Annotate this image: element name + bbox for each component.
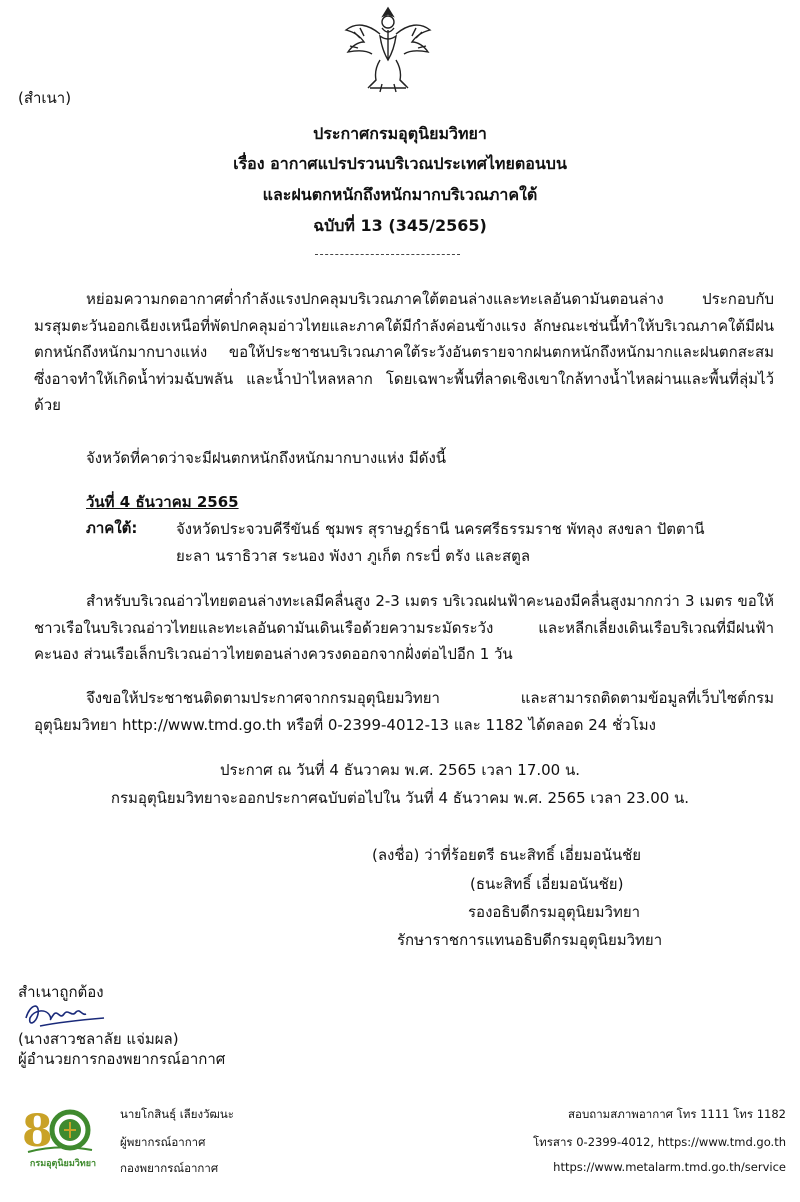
paragraph-contact-text: จึงขอให้ประชาชนติดตามประกาศจากกรมอุตุนิยมวิทยา และสามารถติดตามข้อมูลที่เว็บไซต์กรมอุตุนิยมวิทยา http://www.tmd.go.th หรือที่ 0-2399-4012-13 และ 1182 ได้ตลอด 24 ชั่วโมง — [34, 689, 774, 734]
garuda-emblem-icon — [340, 2, 436, 96]
next-announcement: กรมอุตุนิยมวิทยาจะออกประกาศฉบับต่อไปใน วันที่ 4 ธันวาคม พ.ศ. 2565 เวลา 23.00 น. — [110, 789, 690, 807]
logo-caption: กรมอุตุนิยมวิทยา — [29, 1159, 97, 1169]
certified-copy: สำเนาถูกต้อง — [18, 983, 104, 1001]
title-divider — [315, 254, 460, 255]
paragraph-marine — [34, 588, 774, 668]
paragraph-marine-text: สำหรับบริเวณอ่าวไทยตอนล่างทะเลมีคลื่นสูง 2-3 เมตร บริเวณฝนฟ้าคะนองมีคลื่นสูงมากกว่า 3 เมตร ขอให้ชาวเรือในบริเวณอ่าวไทยและทะเลอันดามันเดินเรือด้วยความระมัดระวัง และหลีกเลี่ยงเดินเรือบริเวณที่มีฝนฟ้าคะนอง ส่วนเรือเล็กบริเวณอ่าวไทยตอนล่างควรงดออกจากฝั่งต่อไปอีก 1 วัน — [34, 592, 774, 663]
signer-name: (ธนะสิทธิ์ เอี่ยมอนันชัย) — [470, 875, 624, 893]
signed-by: (ลงชื่อ) ว่าที่ร้อยตรี ธนะสิทธิ์ เอี่ยมอนันชัย — [372, 846, 642, 864]
paragraph-contact — [34, 685, 774, 738]
date-heading: วันที่ 4 ธันวาคม 2565 — [86, 493, 239, 511]
region-label: ภาคใต้: — [86, 519, 138, 537]
announce-date: ประกาศ ณ วันที่ 4 ธันวาคม พ.ศ. 2565 เวลา 17.00 น. — [219, 761, 581, 779]
issue-number: ฉบับที่ 13 (345/2565) — [313, 216, 487, 235]
document-title: ประกาศกรมอุตุนิยมวิทยา — [313, 124, 487, 143]
officer-name: (นางสาวชลาลัย แจ่มผล) — [18, 1030, 179, 1048]
contact-phone: สอบถามสภาพอากาศ โทร 1111 โทร 1182 — [568, 1107, 786, 1121]
forecaster-role: ผู้พยากรณ์อากาศ — [120, 1135, 206, 1149]
svg-text:8: 8 — [22, 1106, 53, 1157]
contact-fax-website[interactable]: โทรสาร 0-2399-4012, https://www.tmd.go.th — [533, 1135, 786, 1149]
officer-title: ผู้อำนวยการกองพยากรณ์อากาศ — [18, 1050, 226, 1068]
copy-mark: (สำเนา) — [18, 89, 72, 107]
tmd-80th-logo-icon — [18, 1100, 108, 1172]
paragraph-provinces-intro — [34, 445, 774, 472]
subject-line-2: และฝนตกหนักถึงหนักมากบริเวณภาคใต้ — [262, 185, 538, 204]
region-provinces-line-1: จังหวัดประจวบคีรีขันธ์ ชุมพร สุราษฎร์ธานี นครศรีธรรมราช พัทลุง สงขลา ปัตตานี — [176, 520, 705, 538]
region-provinces-line-2: ยะลา นราธิวาส ระนอง พังงา ภูเก็ต กระบี่ ตรัง และสตูล — [176, 547, 531, 565]
paragraph-situation — [34, 286, 774, 419]
paragraph-provinces-intro-text: จังหวัดที่คาดว่าจะมีฝนตกหนักถึงหนักมากบางแห่ง มีดังนี้ — [86, 449, 447, 467]
signer-position: รองอธิบดีกรมอุตุนิยมวิทยา — [468, 903, 641, 921]
paragraph-situation-text: หย่อมความกดอากาศต่ำกำลังแรงปกคลุมบริเวณภาคใต้ตอนล่างและทะเลอันดามันตอนล่าง ประกอบกับมรสุมตะวันออกเฉียงเหนือที่พัดปกคลุมอ่าวไทยและภาคใต้มีกำลังค่อนข้างแรง ลักษณะเช่นนี้ทำให้บริเวณภาคใต้มีฝนตกหนักถึงหนักมากบางแห่ง ขอให้ประชาชนบริเวณภาคใต้ระวังอันตรายจากฝนตกหนักถึงหนักมากและฝนตกสะสมซึ่งอาจทำให้เกิดน้ำท่วมฉับพลัน และน้ำป่าไหลหลาก โดยเฉพาะพื้นที่ลาดเชิงเขาใกล้ทางน้ำไหลผ่านและพื้นที่ลุ่มไว้ด้วย — [34, 290, 774, 414]
signer-acting-position: รักษาราชการแทนอธิบดีกรมอุตุนิยมวิทยา — [397, 931, 663, 949]
forecaster-division: กองพยากรณ์อากาศ — [120, 1161, 219, 1175]
region-provinces — [176, 516, 766, 570]
service-website-link[interactable]: https://www.metalarm.tmd.go.th/service — [553, 1160, 786, 1174]
forecaster-name: นายโกสินธุ์ เลียงวัฒนะ — [120, 1107, 234, 1121]
subject-line: เรื่อง อากาศแปรปรวนบริเวณประเทศไทยตอนบน — [233, 154, 567, 173]
